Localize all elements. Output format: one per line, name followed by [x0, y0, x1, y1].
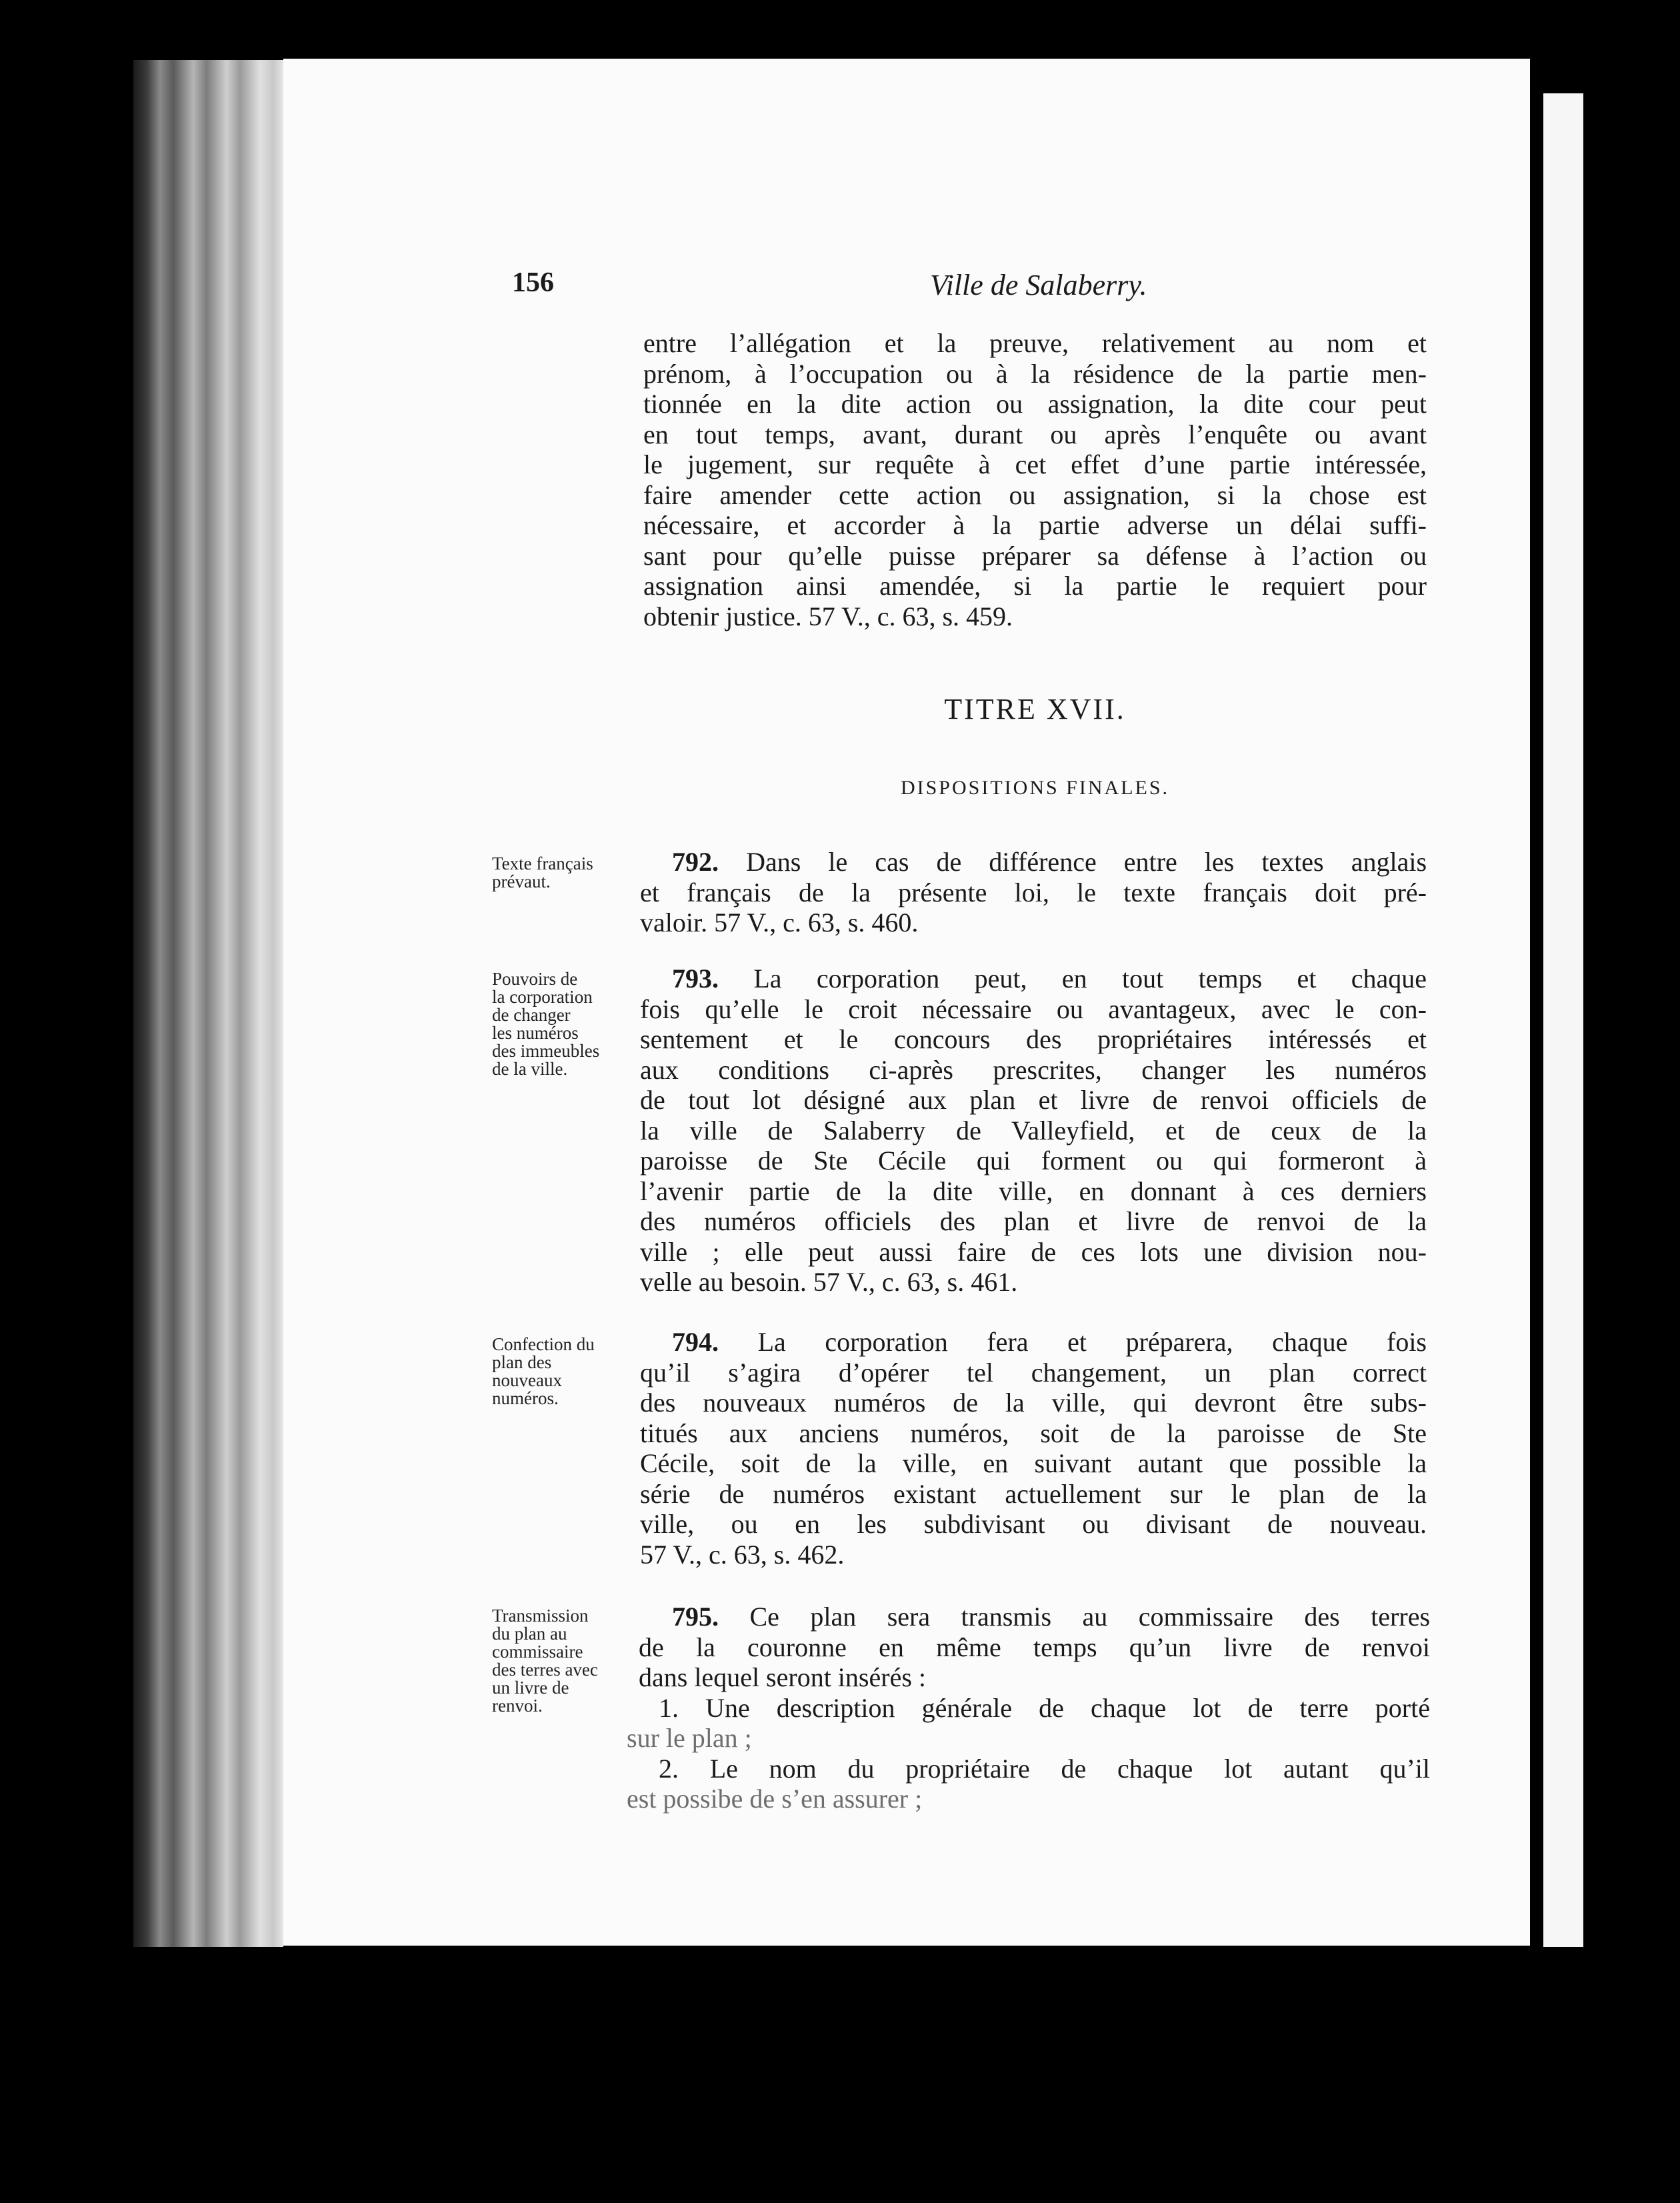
- margin-note-line: Pouvoirs de: [492, 969, 578, 989]
- text-line: [640, 963, 1427, 994]
- text-line: des numéros officiels des plan et livre de renvoi de la: [640, 1206, 1427, 1236]
- text-line: ville ; elle peut aussi faire de ces lots une division nou-: [640, 1236, 1427, 1267]
- margin-note-line: des immeubles: [492, 1041, 600, 1061]
- article-792: [640, 847, 1427, 938]
- margin-note-795: [492, 1607, 598, 1715]
- text-line: sant pour qu’elle puisse préparer sa défense à l’action ou: [643, 540, 1427, 571]
- margin-note-line: un livre de: [492, 1678, 569, 1698]
- margin-note-line: numéros.: [492, 1388, 559, 1408]
- margin-note-line: Transmission: [492, 1606, 589, 1626]
- margin-note-line: Confection du: [492, 1334, 595, 1354]
- running-head: Ville de Salaberry.: [930, 269, 1147, 301]
- margin-note-line: de changer: [492, 1005, 571, 1025]
- text-line: sentement et le concours des propriétaires intéressés et: [640, 1024, 1427, 1054]
- text-line: et français de la présente loi, le texte français doit pré-: [640, 877, 1427, 907]
- text-line: dans lequel seront insérés :: [639, 1662, 926, 1692]
- text-line: paroisse de Ste Cécile qui forment ou qui formeront à: [640, 1146, 1427, 1176]
- text-line: ville, ou en les subdivisant ou divisant de nouveau.: [640, 1509, 1427, 1539]
- margin-note-794: [492, 1336, 595, 1408]
- text-line: faire amender cette action ou assignation, si la chose est: [643, 479, 1427, 510]
- margin-note-line: prévaut.: [492, 871, 551, 891]
- text-line: velle au besoin. 57 V., c. 63, s. 461.: [640, 1267, 1018, 1297]
- margin-note-line: des terres avec: [492, 1660, 598, 1680]
- book-page-edge: [133, 60, 287, 1947]
- margin-note-line: du plan au: [492, 1624, 567, 1644]
- text-line: titués aux anciens numéros, soit de la paroisse de Ste: [640, 1418, 1427, 1448]
- text-line: valoir. 57 V., c. 63, s. 460.: [640, 907, 919, 937]
- page-number: 156: [512, 267, 554, 298]
- text-line: entre l’allégation et la preuve, relativement au nom et: [643, 328, 1427, 358]
- text-line: de tout lot désigné aux plan et livre de renvoi officiels de: [640, 1085, 1427, 1115]
- titre-heading: TITRE XVII.: [944, 693, 1126, 725]
- text-line: Cécile, soit de la ville, en suivant autant que possible la: [640, 1448, 1427, 1478]
- text-line: 2. Le nom du propriétaire de chaque lot autant qu’il: [659, 1753, 1430, 1784]
- margin-note-line: Texte français: [492, 853, 593, 873]
- article-794: [640, 1327, 1427, 1570]
- margin-note-793: [492, 970, 599, 1078]
- text-line: [640, 1327, 1427, 1358]
- text-line: qu’il s’agira d’opérer tel changement, un plan correct: [640, 1357, 1427, 1388]
- article-number: 795.: [672, 1602, 719, 1632]
- text-line: série de numéros existant actuellement sur le plan de la: [640, 1478, 1427, 1509]
- text-fragment: Ce plan sera transmis au commissaire des terres: [749, 1602, 1431, 1632]
- text-line: nécessaire, et accorder à la partie adverse un délai suffi-: [643, 510, 1427, 540]
- section-heading: DISPOSITIONS FINALES.: [900, 777, 1170, 799]
- text-line: des nouveaux numéros de la ville, qui devront être subs-: [640, 1388, 1427, 1418]
- article-793: [640, 963, 1427, 1298]
- margin-note-line: plan des: [492, 1352, 552, 1372]
- margin-note-line: la corporation: [492, 987, 593, 1007]
- text-line: le jugement, sur requête à cet effet d’une partie intéressée,: [643, 449, 1427, 479]
- text-line: 1. Une description générale de chaque lot de terre porté: [659, 1692, 1430, 1723]
- text-line: prénom, à l’occupation ou à la résidence de la partie men-: [643, 358, 1427, 389]
- text-line: tionnée en la dite action ou assignation, la dite cour peut: [643, 389, 1427, 419]
- text-line: sur le plan ;: [627, 1723, 752, 1753]
- text-line: fois qu’elle le croit nécessaire ou avantageux, avec le con-: [640, 993, 1427, 1024]
- text-fragment: Dans le cas de différence entre les textes anglais: [746, 847, 1427, 877]
- text-line: obtenir justice. 57 V., c. 63, s. 459.: [643, 601, 1013, 631]
- article-number: 794.: [672, 1327, 719, 1357]
- text-line: la ville de Salaberry de Valleyfield, et de ceux de la: [640, 1115, 1427, 1146]
- text-line: assignation ainsi amendée, si la partie le requiert pour: [643, 571, 1427, 601]
- text-line: en tout temps, avant, durant ou après l’enquête ou avant: [643, 419, 1427, 449]
- text-line: de la couronne en même temps qu’un livre de renvoi: [639, 1632, 1430, 1662]
- article-number: 792.: [672, 847, 719, 877]
- article-number: 793.: [672, 963, 719, 993]
- margin-note-line: renvoi.: [492, 1696, 543, 1716]
- text-line: [640, 847, 1427, 877]
- margin-note-792: [492, 855, 593, 891]
- text-line: l’avenir partie de la dite ville, en donnant à ces derniers: [640, 1176, 1427, 1206]
- margin-note-line: commissaire: [492, 1642, 583, 1662]
- margin-note-line: les numéros: [492, 1023, 579, 1043]
- margin-note-line: nouveaux: [492, 1370, 562, 1390]
- facing-page-edge: [1543, 93, 1583, 1947]
- text-line: est possibe de s’en assurer ;: [627, 1784, 923, 1814]
- text-line: 57 V., c. 63, s. 462.: [640, 1539, 845, 1570]
- text-fragment: La corporation fera et préparera, chaque fois: [757, 1327, 1427, 1357]
- article-795: [627, 1602, 1430, 1814]
- margin-note-line: de la ville.: [492, 1059, 568, 1079]
- bottom-shadow: [283, 1946, 1543, 1972]
- text-line: [627, 1602, 1430, 1632]
- text-line: aux conditions ci-après prescrites, changer les numéros: [640, 1054, 1427, 1085]
- intro-paragraph: [643, 328, 1427, 631]
- text-fragment: La corporation peut, en tout temps et chaque: [753, 963, 1427, 993]
